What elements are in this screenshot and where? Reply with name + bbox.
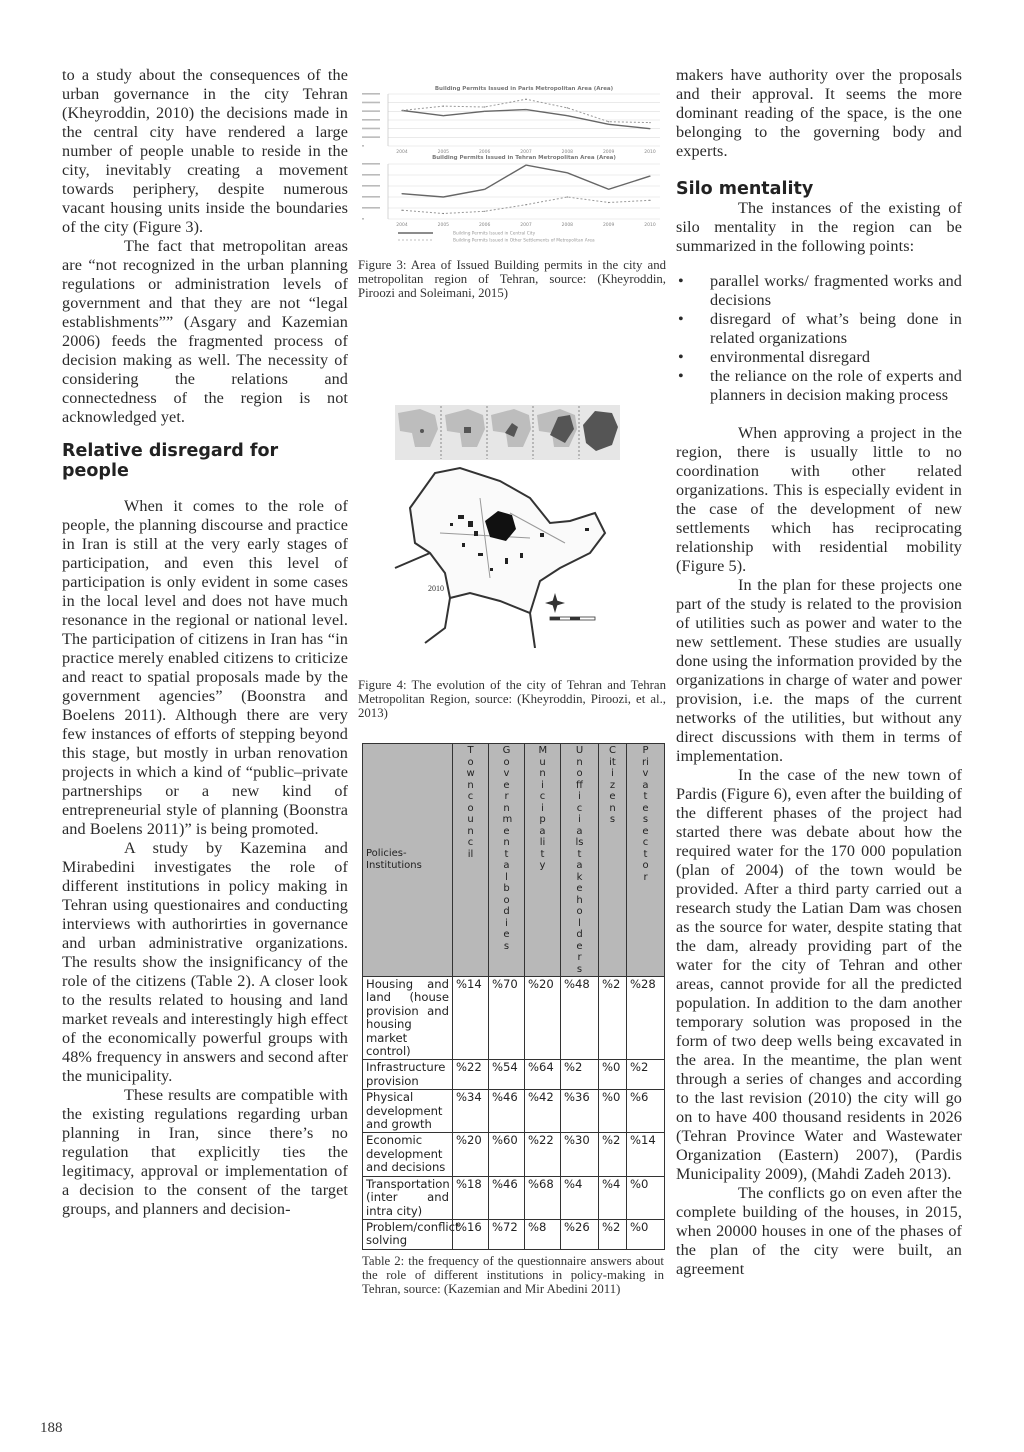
data-point xyxy=(608,202,609,203)
bullet-item xyxy=(676,367,962,405)
series-line xyxy=(402,110,650,129)
column-header-label: Unofficialstakeholders xyxy=(575,745,584,975)
x-tick-label: 2007 xyxy=(520,223,532,228)
data-point xyxy=(443,115,444,116)
left-column xyxy=(62,66,348,1219)
left-paragraph-5: These results are compatible with the existing regulations regarding urban planning in Iran, since there’s no regulation that explicitly ties the legitimacy, approval or implementation of a decision to the consent of the target groups, and planners and decision- xyxy=(62,1086,348,1218)
x-tick-label: 2010 xyxy=(644,223,656,228)
y-tick-label xyxy=(362,128,380,130)
table-cell: %0 xyxy=(599,1090,627,1133)
data-point xyxy=(484,111,485,112)
y-tick-label xyxy=(362,174,380,176)
y-tick-label xyxy=(362,185,380,187)
x-tick-label: 2009 xyxy=(602,150,615,155)
column-header-label: Municipality xyxy=(538,745,548,871)
section-heading-relative-disregard: Relative disregard for people xyxy=(62,441,279,481)
data-point xyxy=(567,196,568,197)
data-point xyxy=(484,106,485,107)
column-header-unofficial-stakeholders xyxy=(561,744,599,977)
table-cell: %60 xyxy=(489,1133,525,1176)
left-paragraph-3: When it comes to the role of people, the planning discourse and practice in Iran is still at the very early stages of participation, and even this level of participation is only evident in some cases in the local level and does not have much resonance in the regional or national level. The participation of citizens in Iran has “in practice merely enabled citizens to criticize and react to spatial proposals made by the government agencies” (Boonstra and Boelens 2011). Although there are very few instances of efforts of stepping beyond this stage, but mostly in urban renovation projects in which a kind of “public–private partnerships or a new kind of entrepreneurial style of planning (Boonstra and Boelens 2011)” is being promoted. xyxy=(62,497,348,838)
legend-label: Building Permits Issued in Other Settlements of Metropolitan Area xyxy=(453,238,595,244)
boundary-line xyxy=(425,598,450,643)
table-cell: %18 xyxy=(453,1176,489,1219)
bullet-text: environmental disregard xyxy=(710,348,871,366)
table-2 xyxy=(362,743,664,1296)
column-header-label: Privatesector xyxy=(642,745,649,883)
right-paragraph-2: The instances of the existing of silo mentality in the region can be summarized in the following points: xyxy=(676,199,962,255)
data-point xyxy=(567,115,568,116)
boundary-line xyxy=(530,613,535,648)
table-cell: %42 xyxy=(525,1090,561,1133)
scale-bar xyxy=(550,617,595,620)
y-tick-label xyxy=(362,196,380,198)
right-paragraph-4: In the plan for these projects one part of the study is related to the provision of utilities such as power and water to the new settlement. These studies are usually done using the information provided by the organizations in charge of water and power provision, i.e. the maps of the current networks of the utilities, but without any direct discussions with them in terms of implementation. xyxy=(676,576,962,765)
legend-label: Building Permits Issued in Central City xyxy=(453,231,536,237)
left-paragraph-1: to a study about the consequences of the urban governance in the city Tehran (Kheyroddin, 2010) the decisions made in the central city have rendered a large number of people unable to reside in the city, inevitably creating a movement towards periphery, despite numerous vacant housing units inside the boundaries of the city (Figure 3). xyxy=(62,66,348,236)
chart-title: Building Permits Issued in Paris Metropolitan Area (Area) xyxy=(434,86,614,92)
table-cell: %28 xyxy=(627,977,665,1060)
data-point xyxy=(649,200,650,201)
column-header-label: Governmentalbodies xyxy=(502,745,513,952)
row-label: Physical development and growth xyxy=(363,1090,453,1133)
figure-4-map xyxy=(390,403,640,648)
table-cell: %72 xyxy=(489,1219,525,1249)
table-row xyxy=(363,1176,665,1219)
bullet-text: the reliance on the role of experts and planners in decision making process xyxy=(710,367,962,404)
table-header-row xyxy=(363,744,665,977)
table-cell: %8 xyxy=(525,1219,561,1249)
x-tick-label: 2008 xyxy=(561,150,574,155)
bullet-icon: • xyxy=(678,272,684,290)
table-cell: %36 xyxy=(561,1090,599,1133)
column-header-label: Towncouncil xyxy=(466,745,475,860)
row-label: Economic development and decisions xyxy=(363,1133,453,1176)
x-tick-label: 2005 xyxy=(437,223,450,228)
data-point xyxy=(608,189,609,190)
table-cell: %2 xyxy=(627,1060,665,1090)
table-row xyxy=(363,1133,665,1176)
boundary-line xyxy=(395,553,430,568)
data-point xyxy=(525,109,526,110)
y-tick-label xyxy=(362,119,380,121)
x-tick-label: 2009 xyxy=(602,223,615,228)
map-main xyxy=(395,468,605,648)
data-point xyxy=(443,106,444,107)
section-heading-silo-mentality: Silo mentality xyxy=(676,179,814,199)
figure-3-caption: Figure 3: Area of Issued Building permits in the city and metropolitan region of Tehran, source: (Kheyroddin, Piroozi and Soleimani, 2015) xyxy=(358,258,666,301)
silo-bullet-list xyxy=(676,272,962,405)
x-tick-label: 2006 xyxy=(478,150,491,155)
table-cell: %14 xyxy=(453,977,489,1060)
table-cell: %4 xyxy=(561,1176,599,1219)
table-cell: %64 xyxy=(525,1060,561,1090)
y-tick-label xyxy=(362,136,380,138)
data-point xyxy=(443,213,444,214)
table-cell: %14 xyxy=(627,1133,665,1176)
y-tick-label xyxy=(362,145,364,147)
column-header-governmental-bodies xyxy=(489,744,525,977)
map-panel-1-core xyxy=(420,429,424,433)
table-cell: %2 xyxy=(599,1219,627,1249)
left-paragraph-2: The fact that metropolitan areas are “not recognized in the urban planning regulations or administration levels of government and that they are not “legal establishments”” (Asgary and Kazemian 2006) feeds the fragmented process of decision making as well. The necessity of considering the relations and connectedness of the region is not acknowledged yet. xyxy=(62,237,348,426)
data-point xyxy=(401,110,402,111)
right-column xyxy=(676,66,962,1279)
data-point xyxy=(401,193,402,194)
page-number: 188 xyxy=(40,1420,63,1436)
data-point xyxy=(525,165,526,166)
figure-3-svg xyxy=(358,82,666,254)
table-cell: %0 xyxy=(627,1176,665,1219)
figure-4-caption: Figure 4: The evolution of the city of Tehran and Tehran Metropolitan Region, source: (Kheyroddin, Piroozi, et al., 2013) xyxy=(358,678,666,721)
row-label: Infrastructure provision xyxy=(363,1060,453,1090)
y-tick-label xyxy=(362,110,380,112)
table-cell: %0 xyxy=(599,1060,627,1090)
column-header-label: Citizens xyxy=(609,745,616,825)
table-cell: %46 xyxy=(489,1090,525,1133)
chart-title: Building Permits Issued in Tehran Metropolitan Area (Area) xyxy=(432,155,616,161)
data-point xyxy=(567,107,568,108)
table-cell: %2 xyxy=(599,1133,627,1176)
table-cell: %26 xyxy=(561,1219,599,1249)
table-cell: %20 xyxy=(453,1133,489,1176)
data-point xyxy=(567,172,568,173)
right-paragraph-1: makers have authority over the proposals and their approval. It seems the more dominant reading of the space, is the one belonging to the governing body and experts. xyxy=(676,66,962,160)
map-year-label: 2010 xyxy=(428,584,444,593)
bullet-item xyxy=(676,272,962,310)
table-cell: %20 xyxy=(525,977,561,1060)
bullet-text: parallel works/ fragmented works and decisions xyxy=(710,272,962,309)
data-point xyxy=(649,176,650,177)
table-row xyxy=(363,977,665,1060)
bullet-item xyxy=(676,310,962,348)
table-cell: %70 xyxy=(489,977,525,1060)
table-cell: %46 xyxy=(489,1176,525,1219)
table-cell: %0 xyxy=(627,1219,665,1249)
right-paragraph-3: When approving a project in the region, there is usually little to no coordination with other related organizations. This is especially evident in the case of the development of new settlements which has reciprocating relationship with residential mobility (Figure 5). xyxy=(676,424,962,575)
bullet-item xyxy=(676,348,962,367)
bullet-icon: • xyxy=(678,367,684,385)
table-cell: %22 xyxy=(525,1133,561,1176)
data-point xyxy=(649,128,650,129)
x-tick-label: 2010 xyxy=(644,150,656,155)
data-point xyxy=(608,121,609,122)
figure-3-chart xyxy=(358,82,666,254)
table-cell: %16 xyxy=(453,1219,489,1249)
y-tick-label xyxy=(362,218,364,220)
data-point xyxy=(401,210,402,211)
row-label: Problem/conflict solving xyxy=(363,1219,453,1249)
column-header-municipality xyxy=(525,744,561,977)
y-tick-label xyxy=(362,207,380,209)
north-arrow-icon xyxy=(545,593,565,613)
y-tick-label xyxy=(362,102,380,104)
data-point xyxy=(484,189,485,190)
x-tick-label: 2005 xyxy=(437,150,450,155)
data-point xyxy=(525,204,526,205)
table-cell: %54 xyxy=(489,1060,525,1090)
x-tick-label: 2004 xyxy=(396,150,408,155)
table-row xyxy=(363,1060,665,1090)
data-point xyxy=(649,122,650,123)
table-cell: %48 xyxy=(561,977,599,1060)
table-cell: %34 xyxy=(453,1090,489,1133)
x-tick-label: 2007 xyxy=(520,150,532,155)
bullet-icon: • xyxy=(678,348,684,366)
table-cell: %30 xyxy=(561,1133,599,1176)
column-header-town-council xyxy=(453,744,489,977)
x-tick-label: 2004 xyxy=(396,223,408,228)
table-row xyxy=(363,1219,665,1249)
row-label: Transportation (inter and intra city) xyxy=(363,1176,453,1219)
data-point xyxy=(443,196,444,197)
bullet-text: disregard of what’s being done in related organizations xyxy=(710,310,962,347)
table-cell: %22 xyxy=(453,1060,489,1090)
left-paragraph-4: A study by Kazemina and Mirabedini investigates the role of different institutions in policy making in Tehran using questionaires and conducting interviews with authorirties in governance and urban administrative organizations. The results show the insignificancy of the role of the citizens (Table 2). A closer look to the results related to housing and land market reveals and interestingly high effect of the economically powerful groups with 48% frequency in answers and second after the municipality. xyxy=(62,839,348,1085)
table-cell: %4 xyxy=(599,1176,627,1219)
table-corner-header: Policies-Institutions xyxy=(363,744,453,977)
data-point xyxy=(525,99,526,100)
map-panel-2-core xyxy=(464,427,471,433)
table-cell: %68 xyxy=(525,1176,561,1219)
y-tick-label xyxy=(362,93,380,95)
table-cell: %2 xyxy=(561,1060,599,1090)
x-tick-label: 2006 xyxy=(478,223,491,228)
y-tick-label xyxy=(362,163,380,165)
data-point xyxy=(484,211,485,212)
table-row xyxy=(363,1090,665,1133)
bullet-icon: • xyxy=(678,310,684,328)
column-header-citizens xyxy=(599,744,627,977)
table-cell: %6 xyxy=(627,1090,665,1133)
column-header-private-sector xyxy=(627,744,665,977)
right-paragraph-5: In the case of the new town of Pardis (Figure 6), even after the building of the different phases of the project had started there was debate about how the required water for the 170 000 population (plan of 2004) of the town would be provided. After a third party carried out a research study the Latian Dam was chosen as the source for water, despite stating that the dam, already providing part of the water for the city of Tehran and other areas, cannot provide for all the predicted population. In addition to the dam another temporary solution was proposed in the form of two deep wells being excavated in the area. In the meantime, the plan went through a series of changes and according to the last revision (2010) the city will go on to have 400 thousand residents in 2026 (Tehran Province Water and Wastewater Organization (Eastern) 2007), (Pardis Municipality 2009), (Mahdi Zadeh 2013). xyxy=(676,766,962,1183)
x-tick-label: 2008 xyxy=(561,223,574,228)
table-2-caption: Table 2: the frequency of the questionnaire answers about the role of different institutions in policy-making in Tehran, source: (Kazemian and Mir Abedini 2011) xyxy=(362,1253,664,1297)
table-2-grid xyxy=(362,743,665,1250)
figure-4-map-svg xyxy=(390,403,640,648)
data-point xyxy=(608,124,609,125)
right-paragraph-6: The conflicts go on even after the complete building of the houses, in 2015, when 20000 houses in one of the phases of the plan of the city were built, an agreement xyxy=(676,1184,962,1278)
row-label: Housing and land (house provision and housing market control) xyxy=(363,977,453,1060)
series-line xyxy=(402,165,650,197)
table-cell: %2 xyxy=(599,977,627,1060)
